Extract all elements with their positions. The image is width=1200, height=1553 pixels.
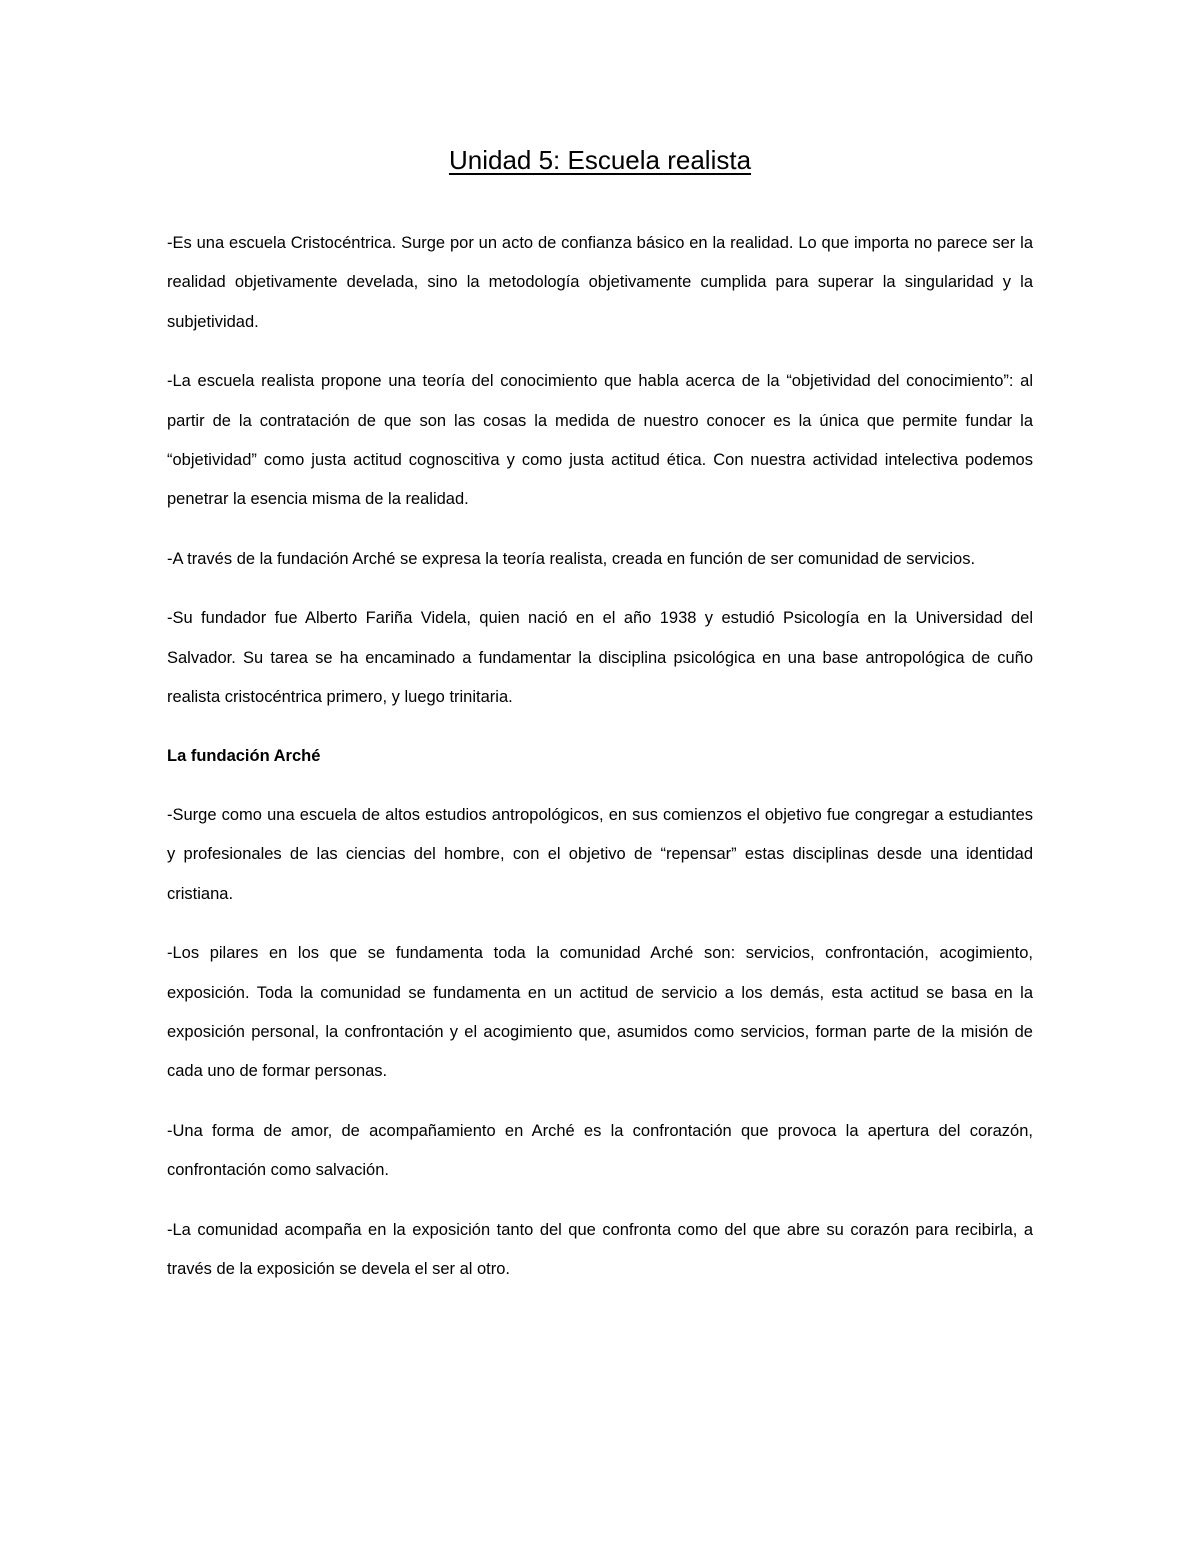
paragraph-fundacion-arche-intro: -A través de la fundación Arché se expresa la teoría realista, creada en función de ser comunidad de servicios. [167, 549, 976, 568]
paragraph-teoria-conocimiento: -La escuela realista propone una teoría del conocimiento que habla acerca de la “objetividad del conocimiento”: al partir de la contratación de que son las cosas la medida de nuestro conocer es la única que permite fundar la “objetividad” como justa actitud cognoscitiva y como justa actitud ética. Con nuestra actividad intelectiva podemos penetrar la esencia misma de la realidad. [167, 372, 1033, 509]
document-title-text: Unidad 5: Escuela realista [448, 145, 752, 175]
paragraph-forma-de-amor: -Una forma de amor, de acompañamiento en Arché es la confrontación que provoca la apertura del corazón, confrontación como salvación. [167, 1121, 1033, 1180]
paragraph-comunidad-acompana: -La comunidad acompaña en la exposición tanto del que confronta como del que abre su corazón para recibirla, a través de la exposición se devela el ser al otro. [167, 1220, 1033, 1278]
document-content [167, 140, 1033, 1309]
paragraph-fundador: -Su fundador fue Alberto Fariña Videla, quien nació en el año 1938 y estudió Psicología en la Universidad del Salvador. Su tarea se ha encaminado a fundamentar la disciplina psicológica en una base antropológica de cuño realista cristocéntrica primero, y luego trinitaria. [167, 609, 1033, 707]
paragraph-surge-escuela: -Surge como una escuela de altos estudios antropológicos, en sus comienzos el objetivo fue congregar a estudiantes y profesionales de las ciencias del hombre, con el objetivo de “repensar” estas disciplinas desde una identidad cristiana. [167, 805, 1033, 903]
paragraph-pilares: -Los pilares en los que se fundamenta toda la comunidad Arché son: servicios, confrontación, acogimiento, exposición. Toda la comunidad se fundamenta en un actitud de servicio a los demás, esta actitud se basa en la exposición personal, la confrontación y el acogimiento que, asumidos como servicios, forman parte de la misión de cada uno de formar personas. [167, 944, 1033, 1081]
document-title [167, 140, 1033, 180]
paragraph-cristocentrica: -Es una escuela Cristocéntrica. Surge por un acto de confianza básico en la realidad. Lo que importa no parece ser la realidad objetivamente develada, sino la metodología objetivamente cumplida para superar la singularidad y la subjetividad. [167, 234, 1033, 331]
section-subheading: La fundación Arché [167, 747, 321, 766]
